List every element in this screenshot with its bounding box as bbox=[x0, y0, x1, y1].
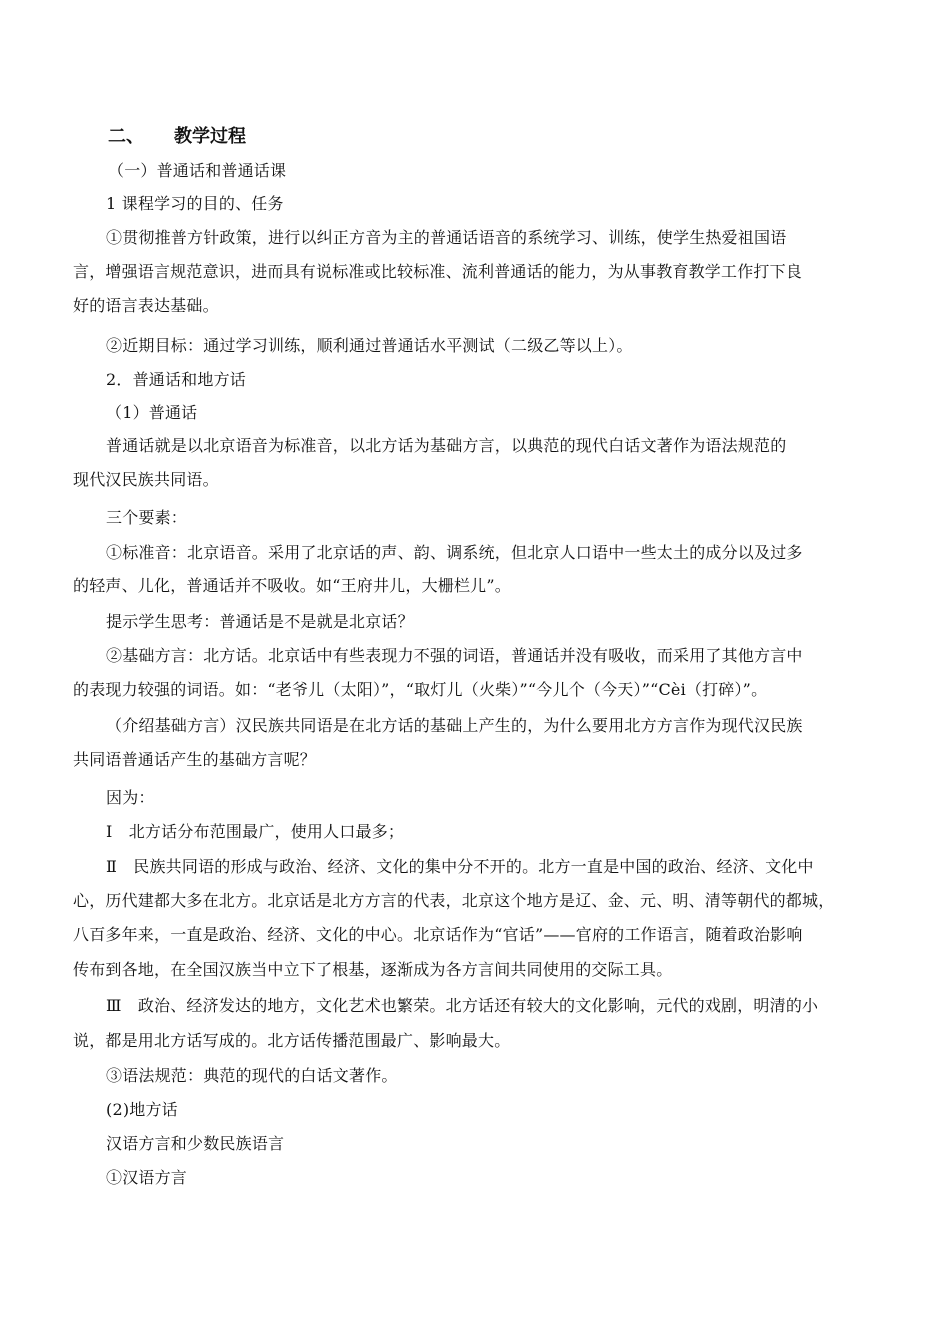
section-title: 教学过程 bbox=[174, 126, 246, 147]
paragraph-line: 的表现力较强的词语。如：“老爷儿（太阳）”，“取灯儿（火柴）”“今儿个（今天）”“Cèi（打碎）”。 bbox=[73, 680, 768, 699]
paragraph-line: 言，增强语言规范意识，进而具有说标准或比较标准、流利普通话的能力，为从事教育教学工作打下良 bbox=[73, 262, 803, 281]
paragraph-line: Ⅲ 政治、经济发达的地方，文化艺术也繁荣。北方话还有较大的文化影响，元代的戏剧，明清的小 bbox=[106, 996, 819, 1015]
paragraph-line: 提示学生思考：普通话是不是就是北京话？ bbox=[106, 612, 414, 631]
subitem-title: (2)地方话 bbox=[106, 1100, 178, 1119]
paragraph-line: 因为： bbox=[106, 788, 155, 807]
paragraph-line: 的轻声、儿化，普通话并不吸收。如“王府井儿，大栅栏儿”。 bbox=[73, 576, 511, 595]
paragraph-line: 说，都是用北方话写成的。北方话传播范围最广、影响最大。 bbox=[73, 1031, 511, 1050]
paragraph-line: Ⅰ 北方话分布范围最广，使用人口最多； bbox=[106, 822, 405, 841]
paragraph-line: ③语法规范：典范的现代的白话文著作。 bbox=[106, 1066, 398, 1085]
paragraph-line: Ⅱ 民族共同语的形成与政治、经济、文化的集中分不开的。北方一直是中国的政治、经济、文化中 bbox=[106, 857, 814, 876]
item-title: 1 课程学习的目的、任务 bbox=[106, 194, 284, 213]
paragraph-line: ②基础方言：北方话。北京话中有些表现力不强的词语，普通话并没有吸收，而采用了其他方言中 bbox=[106, 646, 803, 665]
section-heading bbox=[108, 126, 246, 148]
paragraph-line: ②近期目标：通过学习训练，顺利通过普通话水平测试（二级乙等以上）。 bbox=[106, 336, 633, 355]
paragraph-line: 汉语方言和少数民族语言 bbox=[106, 1134, 285, 1153]
paragraph-line: ①标准音：北京语音。采用了北京话的声、韵、调系统，但北京人口语中一些太土的成分以及过多 bbox=[106, 543, 803, 562]
paragraph-line: 心，历代建都大多在北方。北京话是北方方言的代表，北京这个地方是辽、金、元、明、清等朝代的都城， bbox=[73, 891, 835, 910]
paragraph-line: 八百多年来，一直是政治、经济、文化的中心。北京话作为“官话”——官府的工作语言，随着政治影响 bbox=[73, 925, 803, 944]
paragraph-line: 现代汉民族共同语。 bbox=[73, 470, 219, 489]
paragraph-line: ①贯彻推普方针政策，进行以纠正方音为主的普通话语音的系统学习、训练，使学生热爱祖国语 bbox=[106, 228, 787, 247]
paragraph-line: 好的语言表达基础。 bbox=[73, 296, 219, 315]
paragraph-line: 普通话就是以北京语音为标准音，以北方话为基础方言，以典范的现代白话文著作为语法规范的 bbox=[106, 436, 787, 455]
paragraph-line: 传布到各地，在全国汉族当中立下了根基，逐渐成为各方言间共同使用的交际工具。 bbox=[73, 960, 673, 979]
subsection-title: （一）普通话和普通话课 bbox=[108, 161, 287, 180]
subitem-title: （1）普通话 bbox=[106, 403, 198, 422]
section-number: 二、 bbox=[108, 126, 144, 147]
item-title: 2．普通话和地方话 bbox=[106, 370, 246, 389]
paragraph-line: 三个要素： bbox=[106, 508, 188, 527]
paragraph-line: ①汉语方言 bbox=[106, 1168, 188, 1187]
paragraph-line: 共同语普通话产生的基础方言呢？ bbox=[73, 750, 317, 769]
paragraph-line: （介绍基础方言）汉民族共同语是在北方话的基础上产生的，为什么要用北方方言作为现代汉民族 bbox=[106, 716, 803, 735]
